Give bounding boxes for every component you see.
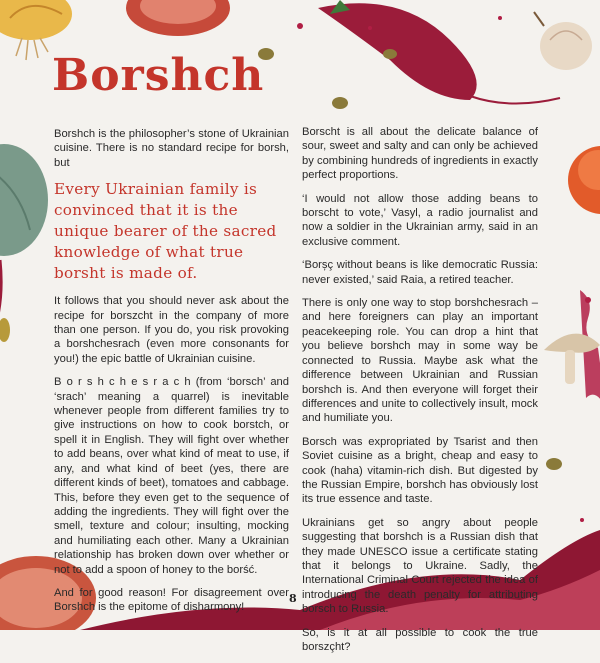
paragraph: B o r s h c h e s r a c h (from ‘borsch’ and ‘srach’ meaning a quarrel) is inevitable whenever people from different families try to give instructions on how to cook borstch, or spell it in English. They will fight over whether to add beans, over what kind of meat to use, if any, and what kind of beet (yes, there are different kinds of beet), tomatoes and cabbage. This, before they even get to the sequence of adding the ingredients. They will fight over the smell, texture and colour; insulting, mocking and humiliating each other. Many a Ukrainian relationship has broken down over whether or not to add a spoon of honey to the borść. (54, 376, 289, 576)
paragraph: ‘I would not allow those adding beans to borscht to vote,’ Vasyl, a radio journalist and now a soldier in the Ukrainian army, said in an exclusive comment. (302, 192, 538, 248)
page-title: Borshch (52, 50, 265, 101)
beet-icon (318, 0, 560, 104)
paragraph: So, is it at all possible to cook the true borszçht? (302, 626, 538, 653)
paragraph: ‘Borșç without beans is like democratic Russia: never existed,’ said Raia, a retired teacher. (302, 259, 538, 286)
garlic-icon (534, 12, 592, 70)
paragraph: There is only one way to stop borshchesrach – and here foreigners can play an important peacekeeping role. You can drop a hint that you believe borshch may in some way be connected to Russia. Maybe ask what the difference between Ukrainian and Russian borshch is. And then everyone will forget their differences and unite to collectively insult, mock and humiliate you. (302, 297, 538, 425)
pull-quote: Every Ukrainian family is convinced that it is the unique bearer of the sacred knowledge of what true borsht is made of. (54, 180, 277, 283)
paragraph: Borshch is the philosopher’s stone of Ukrainian cuisine. There is no standard recipe for borsh, but (54, 128, 289, 169)
paragraph: It follows that you should never ask about the recipe for borszcht in the company of more than one person. If you do, you risk provoking a borshchesrach (even more consonants for you!) the epic battle of Ukrainian cuisine. (54, 295, 289, 365)
paragraph: And for good reason! For disagreement over Borshch is the epitome of disharmony! (54, 586, 289, 614)
cabbage-icon (0, 144, 48, 330)
paragraph: Borscht is all about the delicate balance of sour, sweet and salty and can only be achieved by combining hundreds of ingredients in exactly perfect proportions. (302, 126, 538, 182)
page-number: 8 (289, 592, 297, 605)
tomato-icon (568, 146, 600, 214)
paragraph: Ukrainians get so angry about people suggesting that borshch is a Russian dish that they made UNESCO issue a certificate stating that it belongs to Ukraine. Sadly, the International Criminal Court rejected the idea of introducing the death penalty for attributing borsch to Russia. (302, 516, 538, 616)
meat-icon (126, 0, 230, 36)
left-column (54, 127, 289, 624)
paragraph: Borsch was expropriated by Tsarist and then Soviet cuisine as a bright, cheap and easy to cook (haha) vitamin-rich dish. But digested by the Russian Empire, borshch has obviously lost its true essence and taste. (302, 435, 538, 506)
right-column (302, 125, 538, 663)
